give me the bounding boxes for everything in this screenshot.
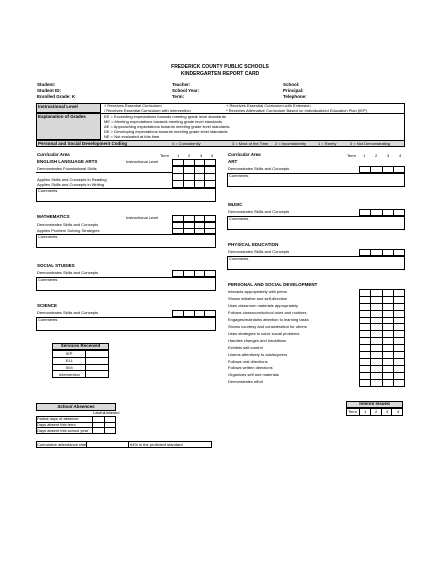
- ela-comments-label: Comments: [38, 188, 58, 193]
- explanation-heading: Explanation of Grades: [38, 114, 86, 119]
- psd-grid-row[interactable]: [360, 296, 405, 303]
- math-item-skills: Demonstrates Skills and Concepts: [37, 222, 99, 227]
- ela-line: [36, 172, 172, 173]
- art-grade-grid[interactable]: [359, 166, 405, 173]
- telephone-label: Telephone:: [283, 94, 307, 99]
- psd-grid-row[interactable]: [360, 338, 405, 345]
- grade-de: DE = Developing expectations towards meeting grade level standards: [104, 129, 228, 134]
- psd-grade-grid[interactable]: [359, 289, 405, 387]
- ela-item-foundational: Demonstrates Foundational Skills: [37, 166, 97, 171]
- science-item-skills: Demonstrates Skills and Concepts: [37, 310, 99, 315]
- psd-item: Engages/maintains attention to learning tasks: [228, 316, 309, 322]
- psd-grid-row[interactable]: [360, 310, 405, 317]
- psd-item: Shows initiative and self-direction: [228, 295, 288, 301]
- ela-instructional-level: Instructional Level: [126, 159, 159, 164]
- pe-heading: PHYSICAL EDUCATION: [228, 242, 279, 247]
- report-card-title: KINDERGARTEN REPORT CARD: [180, 71, 260, 77]
- psd-grid-row[interactable]: [360, 365, 405, 372]
- psd-grid-row[interactable]: [360, 345, 405, 352]
- student-id-label: Student ID:: [37, 88, 61, 93]
- math-instructional-level: Instructional Level: [126, 215, 159, 220]
- psd-item: Interacts appropriately with peers: [228, 289, 287, 294]
- math-heading: MATHEMATICS: [37, 214, 70, 219]
- music-comments-label: Comments: [229, 216, 249, 221]
- psd-grid-row[interactable]: [360, 358, 405, 365]
- science-comments-label: Comments: [38, 317, 58, 322]
- coding-4: 4 = Consistently: [172, 141, 201, 146]
- social-comments-box[interactable]: [36, 277, 216, 291]
- math-comments-label: Comments: [38, 234, 58, 239]
- psd-grid-row[interactable]: [360, 324, 405, 331]
- math-grade-grid[interactable]: [172, 222, 216, 234]
- services-title: Services Received: [60, 343, 101, 348]
- psd-item: Listens attentively to adults/peers: [228, 351, 288, 357]
- social-item-skills: Demonstrates Skills and Concepts: [37, 270, 99, 275]
- social-grade-grid[interactable]: [172, 270, 216, 277]
- psd-grid-row[interactable]: [360, 331, 405, 338]
- left-curricular-area-heading: Curricular Area: [37, 152, 70, 157]
- social-comments-label: Comments: [38, 277, 58, 282]
- absences-lawful: Lawful: [93, 410, 105, 415]
- right-term-2: 2: [375, 153, 378, 158]
- music-item-skills: Demonstrates Skills and Concepts: [228, 209, 290, 214]
- right-term-heading: Term: [347, 153, 356, 158]
- grade-me: ME = Meeting expectations towards meeting grade level standards: [104, 119, 223, 124]
- music-grade-grid[interactable]: [359, 209, 405, 216]
- right-term-4: 4: [399, 153, 402, 158]
- math-item-problem-solving: Applies Problem Solving Strategies: [37, 228, 100, 233]
- interim-title: Interim Issued: [359, 401, 390, 406]
- science-grade-grid[interactable]: [172, 310, 216, 317]
- psd-item: Uses classroom materials appropriately: [228, 302, 299, 308]
- psd-heading: PERSONAL AND SOCIAL DEVELOPMENT: [228, 282, 318, 287]
- teacher-label: Teacher:: [172, 82, 191, 87]
- pe-grade-grid[interactable]: [359, 249, 405, 256]
- left-term-1: 1: [177, 153, 180, 158]
- legend-il-check: √ Receives Essential Curriculum: [104, 103, 162, 108]
- school-label: School:: [283, 82, 300, 87]
- pe-comments-box[interactable]: [227, 256, 405, 270]
- service-iep: IEP: [66, 351, 73, 356]
- proficient-standard-note: 94% is the proficient standard: [130, 442, 183, 447]
- absences-title: School Absences: [57, 404, 95, 409]
- absences-unlawful: Unlawful: [104, 410, 120, 415]
- grade-ne: NE = Not evaluated at this time: [104, 134, 160, 139]
- legend-il-plus: + Receives Essential Curriculum with Extension: [226, 103, 311, 108]
- ela-grade-grid[interactable]: [172, 166, 216, 188]
- service-intervention: Intervention: [59, 372, 80, 377]
- pe-comments-label: Comments: [229, 256, 249, 261]
- coding-0: 0 = Not Demonstrating: [350, 141, 391, 146]
- art-heading: ART: [228, 159, 238, 164]
- school-year-label: School Year:: [172, 88, 200, 93]
- interim-term-2: 2: [375, 409, 378, 414]
- right-term-1: 1: [363, 153, 366, 158]
- absences-year: Days absent this school year: [37, 428, 89, 433]
- music-heading: MUSIC: [228, 202, 243, 207]
- student-label: Student:: [37, 82, 56, 87]
- pe-item-skills: Demonstrates Skills and Concepts: [228, 249, 290, 254]
- coding-3: 3 = Most of the Time: [232, 141, 269, 146]
- art-comments-box[interactable]: [227, 173, 405, 187]
- science-comments-box[interactable]: [36, 317, 216, 331]
- right-curricular-area-heading: Curricular Area: [228, 152, 261, 157]
- ela-item-reading: Applies Skills and Concepts in Reading: [37, 177, 107, 182]
- psd-grid-row[interactable]: [360, 290, 405, 297]
- psd-item: Uses strategies to solve social problems: [228, 330, 300, 336]
- psd-item: Demonstrates effort: [228, 379, 264, 385]
- coding-2: 2 = Inconsistently: [275, 141, 307, 146]
- legend-il-slash: / Receives Essential Curriculum with Intervention: [104, 108, 191, 113]
- psd-grid-row[interactable]: [360, 352, 405, 359]
- psd-item: Follows classroom/school rules and routines: [228, 309, 307, 315]
- cumulative-attendance-label: Cumulative attendance rate: [37, 442, 86, 447]
- grade-ae: AE = Approaching expectations towards meeting grade level standards: [104, 124, 230, 129]
- right-term-3: 3: [387, 153, 390, 158]
- absences-partial: Partial days of absence: [37, 416, 79, 421]
- math-comments-box[interactable]: [36, 234, 216, 248]
- psd-grid-row[interactable]: [360, 379, 405, 386]
- legend-il-star: * Receives Alternative Curriculum Based on Individualized Education Plan (IEP): [226, 108, 367, 113]
- psd-grid-row[interactable]: [360, 317, 405, 324]
- grade-ee: EE = Exceeding expectations towards meeting grade level standards: [104, 114, 226, 119]
- psd-grid-row[interactable]: [360, 303, 405, 310]
- social-studies-heading: SOCIAL STUDIES: [37, 263, 75, 268]
- left-term-heading: Term: [160, 153, 169, 158]
- coding-heading: Personal and Social Development Coding: [38, 141, 128, 146]
- art-comments-label: Comments: [229, 173, 249, 178]
- ela-comments-box[interactable]: [36, 188, 216, 202]
- math-level-grid: [172, 215, 216, 222]
- art-item-skills: Demonstrates Skills and Concepts: [228, 166, 290, 171]
- science-heading: SCIENCE: [37, 303, 58, 308]
- psd-item: Exhibits self-control: [228, 344, 263, 350]
- psd-grid-row[interactable]: [360, 372, 405, 379]
- principal-label: Principal:: [283, 88, 304, 93]
- ela-heading: ENGLISH LANGUAGE ARTS: [37, 159, 98, 164]
- music-comments-box[interactable]: [227, 216, 405, 230]
- left-term-4: 4: [211, 153, 214, 158]
- absences-term: Days absent this term: [37, 422, 76, 427]
- left-term-3: 3: [200, 153, 203, 158]
- ela-item-writing: Applies Skills and Concepts in Writing: [37, 182, 105, 187]
- interim-term-4: 4: [397, 409, 400, 414]
- service-ell: ELL: [66, 358, 74, 363]
- ela-level-grid: [172, 159, 216, 166]
- interim-term-label: Term: [348, 409, 357, 414]
- psd-item: Organizes self and materials: [228, 372, 279, 378]
- psd-item: Follows written directions: [228, 365, 273, 371]
- psd-item: Handles changes and transitions: [228, 337, 287, 343]
- enrolled-grade-label: Enrolled Grade: K: [37, 94, 76, 99]
- left-term-2: 2: [188, 153, 191, 158]
- interim-term-1: 1: [364, 409, 367, 414]
- term-label: Term:: [172, 94, 185, 99]
- school-district-title: FREDERICK COUNTY PUBLIC SCHOOLS: [171, 64, 269, 70]
- instructional-level-heading: Instructional Level: [38, 104, 78, 109]
- interim-term-3: 3: [386, 409, 389, 414]
- service-504: 504: [66, 365, 73, 370]
- psd-item: Shows courtesy and consideration for others: [228, 323, 307, 329]
- coding-1: 1 = Rarely: [318, 141, 337, 146]
- psd-item: Follows oral directions: [228, 358, 268, 364]
